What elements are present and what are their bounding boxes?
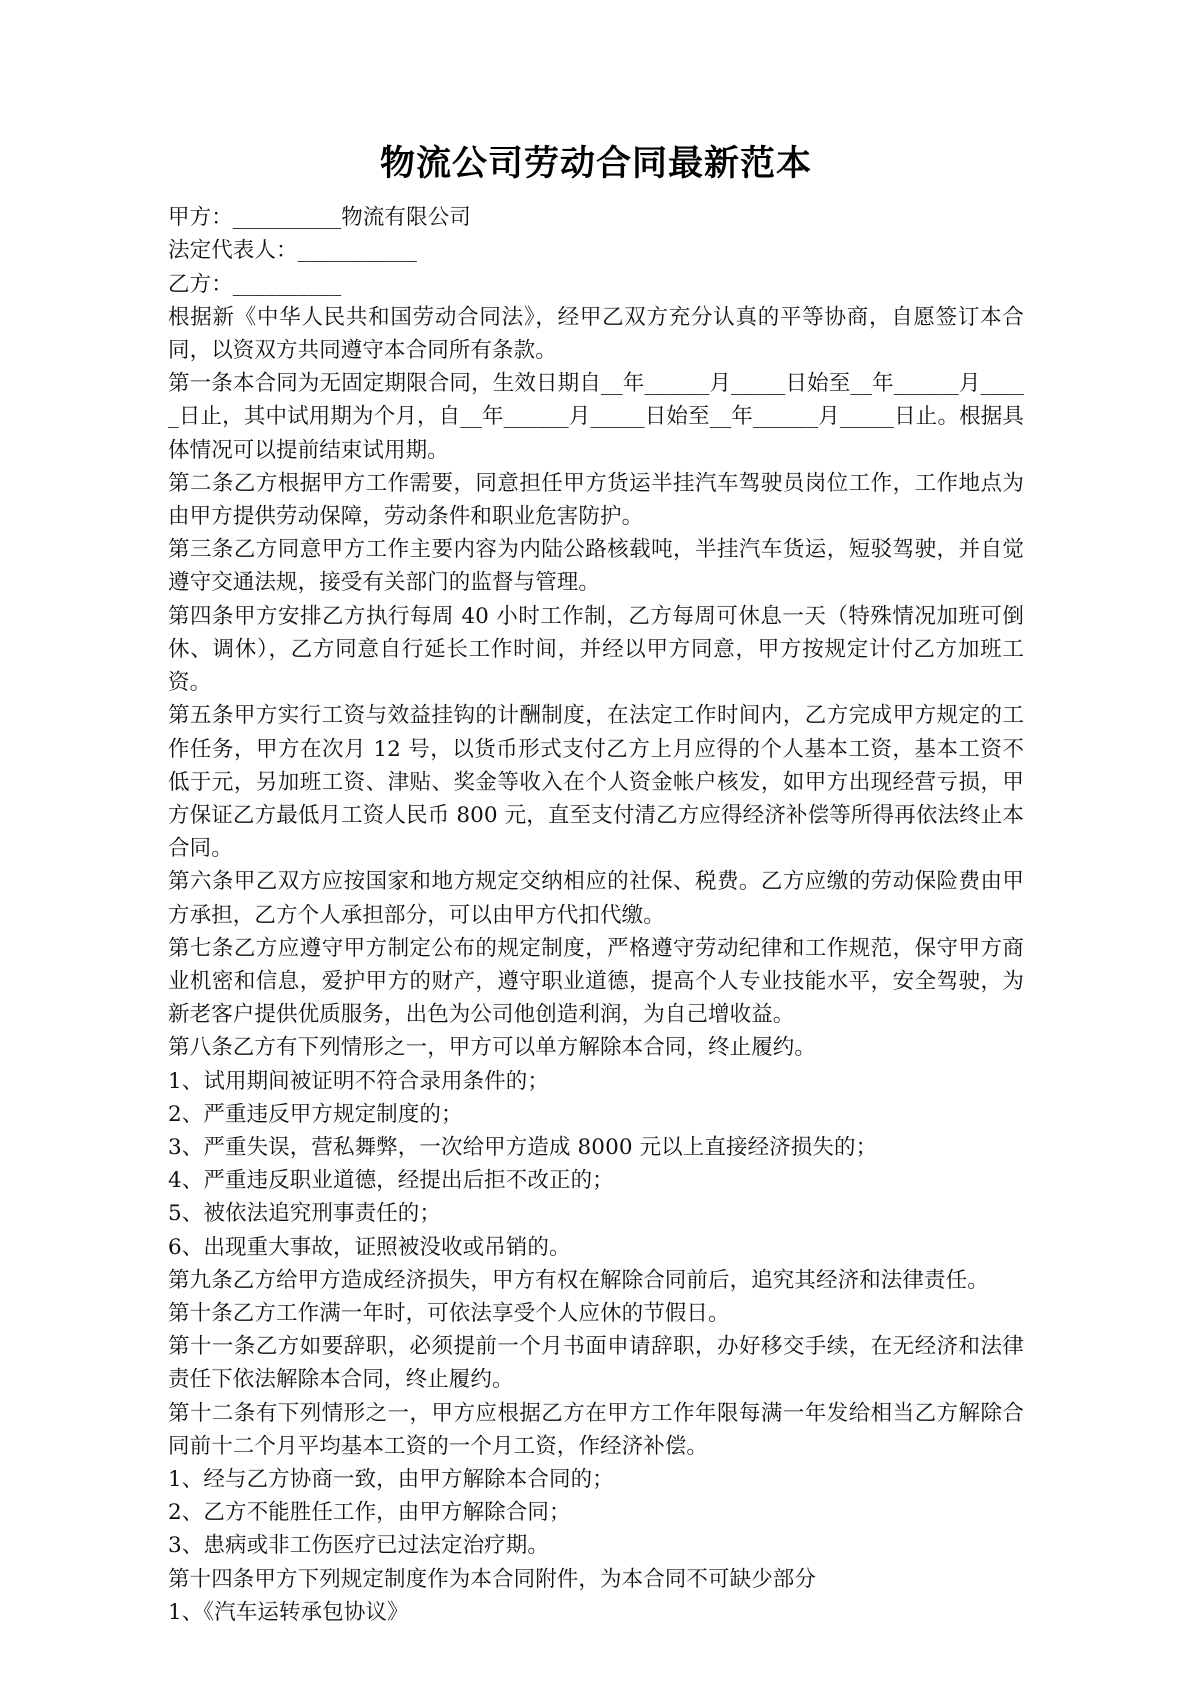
- paragraph-article-11: 第十一条乙方如要辞职，必须提前一个月书面申请辞职，办好移交手续，在无经济和法律责任下依法解除本合同，终止履约。: [168, 1334, 1024, 1393]
- list-item-article-8-1: 1、试用期间被证明不符合录用条件的；: [168, 1068, 549, 1094]
- paragraph-article-8: 第八条乙方有下列情形之一，甲方可以单方解除本合同，终止履约。: [168, 1035, 817, 1061]
- document-body: [168, 140, 1024, 1629]
- paragraph-legal-rep: 法定代表人：___________: [168, 238, 417, 264]
- paragraph-article-9: 第九条乙方给甲方造成经济损失，甲方有权在解除合同前后，追究其经济和法律责任。: [168, 1267, 989, 1293]
- list-item-article-8-6: 6、出现重大事故，证照被没收或吊销的。: [168, 1234, 571, 1260]
- list-item-article-8-3: 3、严重失误，营私舞弊，一次给甲方造成 8000 元以上直接经济损失的；: [168, 1134, 878, 1160]
- paragraph-article-10: 第十条乙方工作满一年时，可依法享受个人应休的节假日。: [168, 1300, 730, 1326]
- list-item-article-8-5: 5、被依法追究刑事责任的；: [168, 1201, 441, 1227]
- paragraph-article-2: 第二条乙方根据甲方工作需要，同意担任甲方货运半挂汽车驾驶员岗位工作，工作地点为由甲方提供劳动保障，劳动条件和职业危害防护。: [168, 470, 1024, 530]
- list-item-article-12-2: 2、乙方不能胜任工作，由甲方解除合同；: [168, 1500, 571, 1526]
- paragraph-party-a: 甲方：__________物流有限公司: [168, 205, 471, 231]
- list-item-article-12-3: 3、患病或非工伤医疗已过法定治疗期。: [168, 1533, 549, 1559]
- paragraph-preamble: 根据新《中华人民共和国劳动合同法》，经甲乙双方充分认真的平等协商，自愿签订本合同，以资双方共同遵守本合同所有条款。: [168, 304, 1024, 364]
- paragraph-party-b: 乙方：__________: [168, 271, 342, 297]
- paragraph-article-14: 第十四条甲方下列规定制度作为本合同附件，为本合同不可缺少部分: [168, 1566, 817, 1592]
- paragraph-article-5: 第五条甲方实行工资与效益挂钩的计酬制度，在法定工作时间内，乙方完成甲方规定的工作任务，甲方在次月 12 号，以货币形式支付乙方上月应得的个人基本工资，基本工资不低于元，另加班工资、津贴、奖金等收入在个人资金帐户核发，如甲方出现经营亏损，甲方保证乙方最低月工资人民币 800 元，直至支付清乙方应得经济补偿等所得再依法终止本合同。: [168, 703, 1024, 862]
- paragraph-article-4: 第四条甲方安排乙方执行每周 40 小时工作制，乙方每周可休息一天（特殊情况加班可倒休、调休），乙方同意自行延长工作时间，并经以甲方同意，甲方按规定计付乙方加班工资。: [168, 603, 1024, 696]
- paragraph-article-3: 第三条乙方同意甲方工作主要内容为内陆公路核载吨，半挂汽车货运，短驳驾驶，并自觉遵守交通法规，接受有关部门的监督与管理。: [168, 537, 1024, 596]
- list-item-article-14-1: 1、《汽车运转承包协议》: [168, 1599, 409, 1625]
- paragraph-article-6: 第六条甲乙双方应按国家和地方规定交纳相应的社保、税费。乙方应缴的劳动保险费由甲方承担，乙方个人承担部分，可以由甲方代扣代缴。: [168, 869, 1024, 928]
- list-item-article-8-4: 4、严重违反职业道德，经提出后拒不改正的；: [168, 1168, 614, 1194]
- list-item-article-8-2: 2、严重违反甲方规定制度的；: [168, 1101, 463, 1127]
- page-title: 物流公司劳动合同最新范本: [379, 143, 812, 184]
- paragraph-article-7: 第七条乙方应遵守甲方制定公布的规定制度，严格遵守劳动纪律和工作规范，保守甲方商业机密和信息，爱护甲方的财产，遵守职业道德，提高个人专业技能水平，安全驾驶，为新老客户提供优质服务，出色为公司他创造利润，为自己增收益。: [168, 935, 1024, 1028]
- paragraph-article-12: 第十二条有下列情形之一，甲方应根据乙方在甲方工作年限每满一年发给相当乙方解除合同前十二个月平均基本工资的一个月工资，作经济补偿。: [168, 1400, 1024, 1459]
- list-item-article-12-1: 1、经与乙方协商一致，由甲方解除本合同的；: [168, 1466, 614, 1492]
- paragraph-article-1: 第一条本合同为无固定期限合同，生效日期自__年______月_____日始至__年______月_____日止，其中试用期为个月，自__年______月_____日始至__年______月_____日止。根据具体情况可以提前结束试用期。: [168, 371, 1024, 463]
